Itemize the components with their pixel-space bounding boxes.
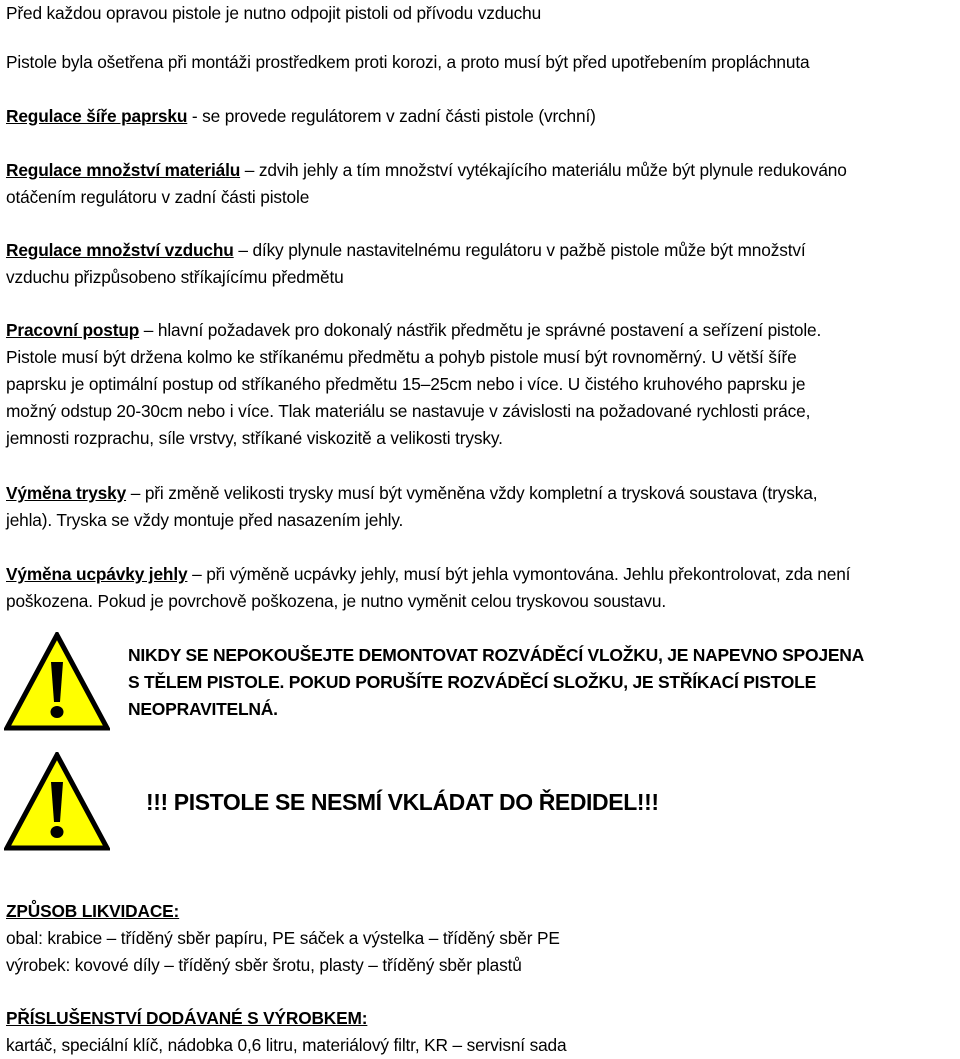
heading-accessories: PŘÍSLUŠENSTVÍ DODÁVANÉ S VÝROBKEM: [6,1008,368,1028]
heading-material-amount: Regulace množství materiálu [6,160,241,180]
heading-air-amount: Regulace množství vzduchu [6,240,234,260]
heading-work-procedure: Pracovní postup [6,320,140,340]
heading-needle-seal-change: Výměna ucpávky jehly [6,564,188,584]
warning-triangle-icon [4,752,110,857]
warning-no-thinners: !!! PISTOLE SE NESMÍ VKLÁDAT DO ŘEDIDEL!!! [146,789,659,815]
heading-beam-width: Regulace šíře paprsku [6,106,188,126]
paragraph-beam-width: Regulace šíře paprsku - se provede regulátorem v zadní části pistole (vrchní) [6,106,596,126]
warning-triangle-icon [4,632,110,737]
paragraph-corrosion: Pistole byla ošetřena při montáži prostředkem proti korozi, a proto musí být před upotřebením propláchnuta [6,52,810,72]
heading-nozzle-change: Výměna trysky [6,483,127,503]
heading-disposal: ZPŮSOB LIKVIDACE: [6,901,180,921]
paragraph-disconnect: Před každou opravou pistole je nutno odpojit pistoli od přívodu vzduchu [6,3,542,23]
